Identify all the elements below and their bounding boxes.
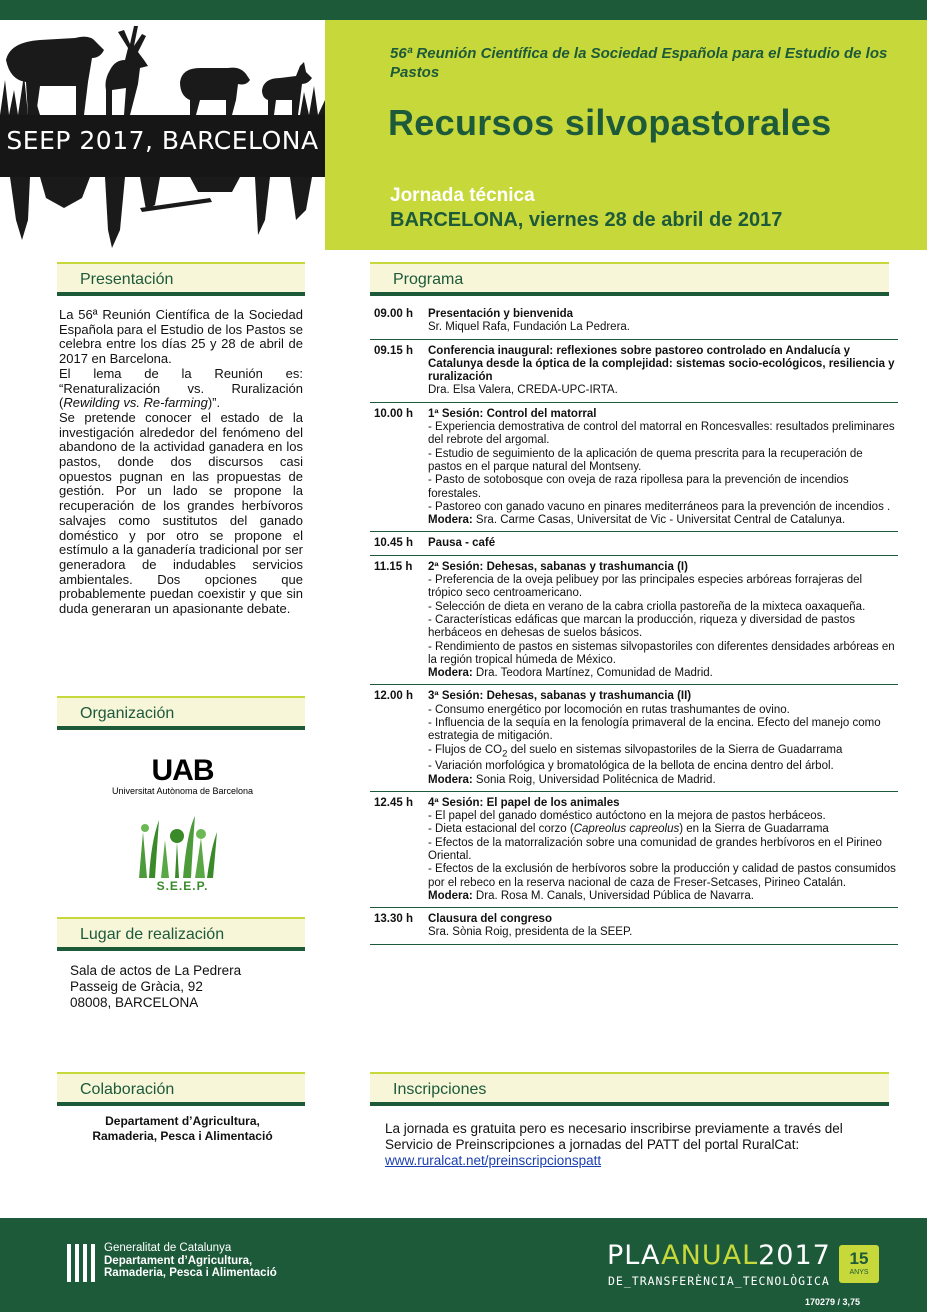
- program-time: 13.30 h: [374, 913, 413, 926]
- program-line: - Variación morfológica y bromatológica de la bellota de encina dentro del árbol.: [428, 760, 834, 773]
- program-row: [370, 532, 898, 555]
- collaborator: [60, 1114, 305, 1144]
- program-line: - Efectos de la matorralización sobre una comunidad de grandes herbívoros en el Pirineo Oriental.: [428, 836, 882, 862]
- registration-link[interactable]: www.ruralcat.net/preinscripcionspatt: [385, 1153, 602, 1168]
- program-title: 1ª Sesión: Control del matorral: [428, 407, 597, 420]
- logo-text: SEEP 2017, BARCELONA: [6, 126, 319, 155]
- program-time: 12.00 h: [374, 690, 413, 703]
- program-time: 12.45 h: [374, 796, 413, 809]
- program-title: 3ª Sesión: Dehesas, sabanas y trashumancia (II): [428, 690, 692, 703]
- program-line: - Dieta estacional del corzo (Capreolus capreolus) en la Sierra de Guadarrama: [428, 823, 829, 836]
- program-line: - Rendimiento de pastos en sistemas silvopastoriles con diferentes densidades arbóreas en la región tropical húmeda de México.: [428, 640, 895, 666]
- program-row: [370, 908, 898, 945]
- presentacion-paragraph: El lema de la Reunión es: “Renaturalización vs. Ruralización (Rewilding vs. Re-farming)”.: [59, 365, 303, 411]
- program-line: - Experiencia demostrativa de control del matorral en Roncesvalles: resultados preliminares del rebrote del argomal.: [428, 421, 895, 447]
- presentacion-text: [59, 308, 303, 617]
- program-time: 09.15 h: [374, 344, 413, 357]
- program-title: Pausa - café: [428, 537, 496, 550]
- top-bar: [0, 0, 927, 20]
- program-time: 10.45 h: [374, 537, 413, 550]
- program-row: [370, 303, 898, 340]
- program-line: - Consumo energético por locomoción en rutas trashumantes de ovino.: [428, 703, 790, 716]
- program-line: - Preferencia de la oveja pelibuey por las principales especies arbóreas forrajeras del trópico seco centroamericano.: [428, 574, 863, 600]
- collaborator-line: Ramaderia, Pesca i Alimentació: [92, 1129, 273, 1143]
- program-title: 4ª Sesión: El papel de los animales: [428, 796, 620, 809]
- program-line: Sra. Sònia Roig, presidenta de la SEEP.: [428, 926, 633, 939]
- registration-text: La jornada es gratuita pero es necesario inscribirse previamente a través del Servicio de Preinscripciones a jornadas del PATT del portal RuralCat:: [385, 1121, 843, 1152]
- header-banner: [325, 20, 927, 250]
- venue-address: [70, 963, 241, 1011]
- registration-info: [385, 1121, 885, 1169]
- program-row: [370, 685, 898, 791]
- seep-plants-icon: [133, 812, 219, 878]
- uab-logo: UAB: [151, 754, 214, 787]
- program-line: - Flujos de $CO_2$ del suelo en sistemas silvopastoriles de la Sierra de Guadarrama: [428, 743, 843, 759]
- program-row: [370, 556, 898, 686]
- venue-line: Sala de actos de La Pedrera: [70, 963, 242, 978]
- section-presentacion-heading: Presentación: [57, 262, 305, 296]
- organizers: [60, 740, 305, 900]
- generalitat-text: [104, 1242, 277, 1280]
- seep-logo: [0, 20, 325, 250]
- section-programa-heading: Programa: [370, 262, 889, 296]
- badge-label: ANYS: [849, 1269, 869, 1276]
- event-subtitle: 56ª Reunión Científica de la Sociedad Española para el Estudio de los Pastos: [390, 45, 888, 81]
- generalitat-line: Ramaderia, Pesca i Alimentació: [104, 1267, 277, 1279]
- plan-subtitle: DE_TRANSFERÈNCIA_TECNOLÒGICA: [608, 1274, 830, 1288]
- program-moderator: Modera: Dra. Teodora Martínez, Comunidad de Madrid.: [428, 667, 713, 680]
- program-title: Conferencia inaugural: reflexiones sobre pastoreo controlado en Andalucía y Catalunya desde la óptica de la complejidad: sistemas socio-ecológicos, resiliencia y ruralización: [428, 344, 895, 384]
- venue-line: 08008, BARCELONA: [70, 995, 199, 1010]
- program-time: 09.00 h: [374, 308, 413, 320]
- venue-line: Passeig de Gràcia, 92: [70, 979, 203, 994]
- reference-code: 170279 / 3,75: [805, 1297, 861, 1307]
- badge-number: 15: [849, 1249, 869, 1268]
- program-line: - Efectos de la exclusión de herbívoros sobre la producción y calidad de pastos consumidos por el rebeco en la reserva nacional de caza de Freser-Setcases, Pirineo Catalán.: [428, 863, 896, 889]
- program-line: - El papel del ganado doméstico autóctono en la mejora de pastos herbáceos.: [428, 810, 826, 823]
- event-type: Jornada técnica: [390, 185, 535, 206]
- program-line: - Influencia de la sequía en la fenología primaveral de la encina. Efecto del manejo como estrategia de mitigación.: [428, 717, 881, 743]
- generalitat-line: Departament d’Agricultura,: [104, 1254, 253, 1267]
- program-line: - Pasto de sotobosque con oveja de raza ripollesa para la prevención de incendios forestales.: [428, 474, 849, 500]
- plan-title: PLAANUAL2017: [607, 1240, 831, 1271]
- section-lugar-heading: Lugar de realización: [57, 917, 305, 951]
- seep-logo-label: S.E.E.P.: [156, 879, 209, 893]
- program-line: - Pastoreo con ganado vacuno en pinares mediterráneos para la prevención de incendios .: [428, 500, 891, 513]
- program-moderator: Modera: Sra. Carme Casas, Universitat de Vic - Universitat Central de Catalunya.: [428, 514, 846, 527]
- uab-name: Universitat Autònoma de Barcelona: [111, 786, 254, 796]
- footer: [0, 1218, 927, 1312]
- presentacion-paragraph: Se pretende conocer el estado de la investigación alrededor del fenómeno del abandono de la actividad ganadera en los pastos, donde dos discursos casi opuestos pugnan en las propuestas de gestión. Por un lado se propone la recuperación de los grandes herbívoros salvajes como sustitutos del ganado doméstico y por otro se propone el estímulo a la ganadería tradicional por ser generadora de indudables servicios ambientales. Dos opciones que probablemente puedan coexistir y que sin duda generaran un apasionante debate.: [59, 409, 303, 617]
- program-row: [370, 340, 898, 403]
- presentacion-paragraph: La 56ª Reunión Científica de la Sociedad Española para el Estudio de los Pastos se celebra entre los días 25 y 28 de abril de 2017 en Barcelona.: [59, 307, 303, 367]
- section-organizacion-heading: Organización: [57, 696, 305, 730]
- program-time: 11.15 h: [374, 560, 413, 573]
- program-line: - Estudio de seguimiento de la aplicación de quema prescrita para la recuperación de pastos en el parque natural del Montseny.: [428, 447, 863, 473]
- anniversary-badge: [839, 1245, 879, 1283]
- generalitat-logo-icon: [67, 1244, 99, 1282]
- program-row: [370, 403, 898, 533]
- collaborator-line: Departament d’Agricultura,: [105, 1114, 260, 1128]
- program-line: - Características edáficas que marcan la producción, riqueza y diversidad de pastos herbáceos en dehesas de suelos básicos.: [428, 613, 855, 640]
- program-title: Presentación y bienvenida: [428, 308, 574, 320]
- program-title: 2ª Sesión: Dehesas, sabanas y trashumancia (I): [428, 560, 688, 573]
- section-inscripciones-heading: Inscripciones: [370, 1072, 889, 1106]
- program-title: Clausura del congreso: [428, 913, 552, 926]
- section-colaboracion-heading: Colaboración: [57, 1072, 305, 1106]
- program-row: [370, 792, 898, 908]
- program-time: 10.00 h: [374, 407, 413, 420]
- program-line: Sr. Miquel Rafa, Fundación La Pedrera.: [428, 321, 631, 334]
- program-moderator: Modera: Dra. Rosa M. Canals, Universidad Pública de Navarra.: [428, 889, 754, 902]
- program-line: - Selección de dieta en verano de la cabra criolla pastoreña de la mixteca oaxaqueña.: [428, 600, 866, 613]
- program-line: Dra. Elsa Valera, CREDA-UPC-IRTA.: [428, 384, 618, 397]
- program-moderator: Modera: Sonia Roig, Universidad Politécnica de Madrid.: [428, 773, 716, 786]
- program-table: [370, 303, 898, 945]
- event-date: BARCELONA, viernes 28 de abril de 2017: [390, 209, 783, 231]
- page-title: Recursos silvopastorales: [388, 102, 832, 143]
- generalitat-line: Generalitat de Catalunya: [104, 1242, 232, 1254]
